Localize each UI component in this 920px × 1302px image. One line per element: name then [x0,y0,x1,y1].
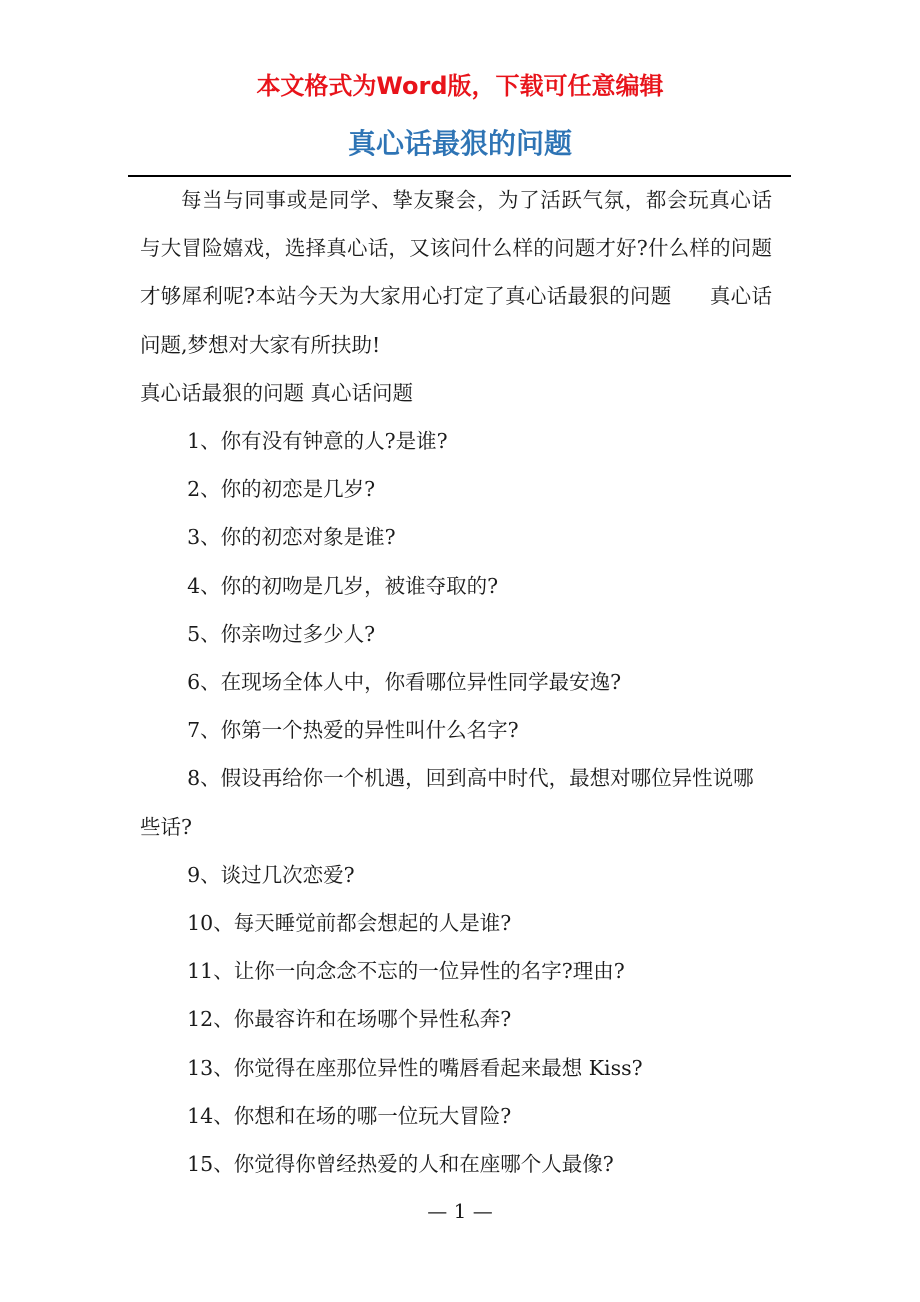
question-item: 14、你想和在场的哪一位玩大冒险? [187,1103,512,1128]
question-item: 4、你的初吻是几岁，被谁夺取的? [187,573,499,598]
intro-text: 每当与同事或是同学、挚友聚会，为了活跃气氛，都会玩真心话与大冒险嬉戏，选择真心话，又该问什么样的问题才好?什么样的问题才够犀利呢?本站今天为大家用心打定了真心话最狠的问题 [140,188,772,309]
question-item: 11、让你一向念念不忘的一位异性的名字?理由? [187,959,625,984]
question-item: 15、你觉得你曾经热爱的人和在座哪个人最像? [187,1152,614,1177]
question-item: 5、你亲吻过多少人? [187,621,376,646]
question-item: 2、你的初恋是几岁? [187,477,376,502]
page-number: — 1 — [427,1199,493,1223]
question-item: 1、你有没有钟意的人?是谁? [187,429,448,454]
format-banner: 本文格式为Word版，下载可任意编辑 [256,72,664,100]
question-list [140,417,772,1188]
question-item: 13、你觉得在座那位异性的嘴唇看起来最想 Kiss? [187,1055,643,1080]
question-item: 8、假设再给你一个机遇，回到高中时代，最想对哪位异性说哪些话? [140,766,754,839]
document-body [140,176,772,1188]
intro-paragraph [140,176,772,369]
document-title: 真心话最狠的问题 [347,127,572,160]
question-item: 7、你第一个热爱的异性叫什么名字? [187,718,519,743]
question-item: 12、你最容许和在场哪个异性私奔? [187,1007,512,1032]
question-item: 10、每天睡觉前都会想起的人是谁? [187,911,512,936]
intro-text-tail: 真心话问题,梦想对大家有所扶助! [140,284,772,357]
intro-subline: 真心话最狠的问题 真心话问题 [140,380,414,405]
question-item: 6、在现场全体人中，你看哪位异性同学最安逸? [187,670,622,695]
question-item: 9、谈过几次恋爱? [187,862,355,887]
question-item: 3、你的初恋对象是谁? [187,525,396,550]
